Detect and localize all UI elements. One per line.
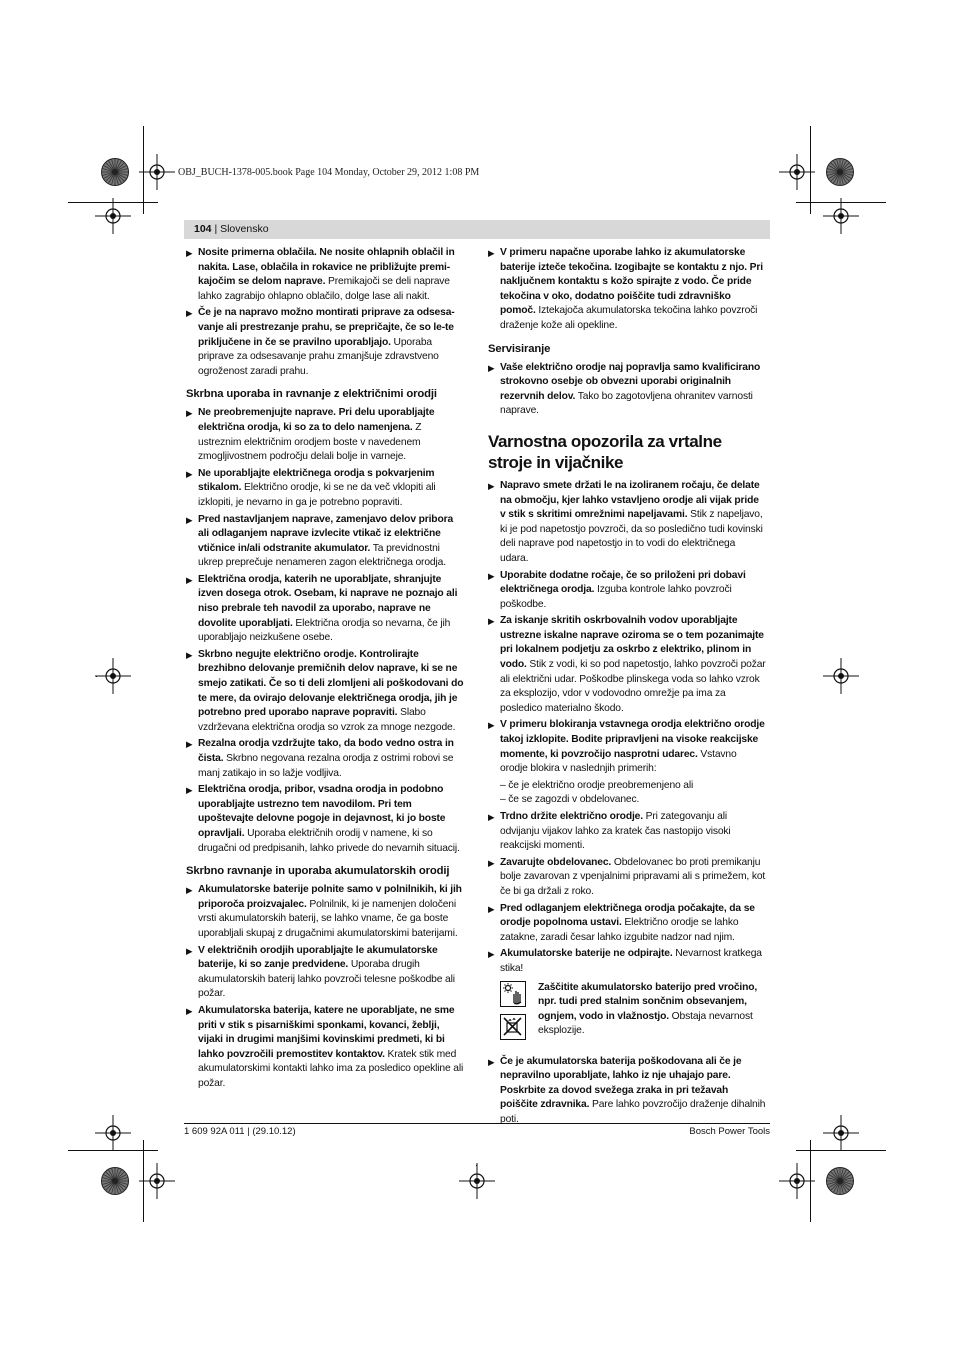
bullet-bold: Uporabite dodatne ročaje, če so priloženi pri dobavi električnega orodja. [500, 569, 746, 596]
bullet-item [186, 513, 464, 571]
crop-mark [476, 1165, 477, 1166]
bullet-bold: Akumulatorska baterija, katere ne uporabljate, ne sme priti v stik s pisarniškimi sponkami, kovanci, žeblji, vijaki in drugimi manjšimi kovinskimi predmeti, ki bi lahko povzročili premostitev kontaktov. [198, 1004, 455, 1060]
bullet-bold: V primeru napačne uporabe lahko iz akumulatorske baterije izteče tekočina. Izogibajte se kontaktu z njo. Pri naključnem kontaktu s kožo spirajte z vodo. Če pride tekočina v oko, dodatno poiščite tudi zdravniško pomoč. [500, 247, 763, 317]
bullet-bold: Ne uporabljajte električnega orodja s pokvarjenim stikalom. [198, 467, 435, 494]
dash-line: – če se zagozdi v obdelovanec. [500, 794, 640, 806]
bullet-text: Električno orodje, ki se ne da več vklopiti ali izklopiti, je nevarno in ga je potrebno popraviti. [198, 482, 436, 508]
bullet-item [488, 246, 766, 334]
arrow-bullet-icon: ▶ [488, 949, 495, 960]
registration-mark-icon [823, 1115, 859, 1151]
arrow-bullet-icon: ▶ [488, 248, 495, 258]
bullet-item [186, 737, 464, 781]
right-column [488, 246, 766, 1130]
footer-doc-number: 1 609 92A 011 | (29.10.12) [184, 1126, 296, 1137]
bullet-bold: Napravo smete držati le na izoliranem ročaju, če delate na območju, kjer lahko vstavljeno orodje ali vijak pride v stik s skritimi omrežnimi napeljavami. [500, 479, 760, 521]
bullet-bold: Zavarujte obdelovanec. [500, 856, 612, 868]
arrow-bullet-icon: ▶ [488, 480, 495, 491]
bullet-text: Obdelovanec bo proti premikanju bolje zavarovan z vpenjalnimi pripravami ali s primežem, kot če bi ga držali z roko. [500, 856, 766, 897]
registration-mark-icon [459, 1163, 495, 1199]
arrow-bullet-icon: ▶ [488, 1056, 495, 1067]
bullet-text: Polnilnik, ki je namenjen določeni vrsti akumulatorskih baterij, se lahko vname, če ga boste uporabljali skupaj z drugačnimi akumulatorskimi baterijami. [198, 898, 458, 939]
main-heading: Varnostna opozorila za vrtalne stroje in vijačnike [488, 431, 722, 472]
bullet-bold: Če je na napravo možno montirati priprave za odsesa-vanje ali prestrezanje prahu, se prepričajte, če so le-te priključene in če se pravilno uporabljajo. [198, 307, 455, 348]
bullet-item [186, 406, 464, 464]
bullet-text: Pri zategovanju ali odvijanju vijakov lahko za kratek čas nastopijo visoki reakcijski momenti. [500, 811, 731, 852]
bullet-item [186, 246, 464, 304]
arrow-bullet-icon: ▶ [186, 468, 193, 479]
bullet-text: Tako bo zagotovljena ohranitev varnosti naprave. [500, 390, 753, 417]
bullet-text: Nevarnost kratkega stika! [500, 948, 762, 974]
section-name: Slovensko [220, 223, 269, 235]
bullet-bold: V primeru blokiranja vstavnega orodja električno orodje takoj izklopite. Bodite pripravljeni na visoke reakcijske momente, ki povzročijo nasprotni udarec. [500, 719, 765, 760]
bullet-item [186, 783, 464, 856]
page-label: 104 | Slovensko [194, 223, 269, 235]
sun-hand-icon [500, 981, 526, 1007]
dash-line: – če je električno orodje preobremenjeno ali [500, 779, 694, 791]
crop-mark [68, 202, 158, 203]
left-column [186, 246, 464, 1093]
arrow-bullet-icon: ▶ [186, 574, 193, 585]
registration-mark-icon [139, 154, 175, 190]
bullet-item [488, 718, 766, 776]
bullet-item [186, 306, 464, 379]
section-heading: Skrbno ravnanje in uporaba akumulatorskih orodij [186, 865, 450, 878]
arrow-bullet-icon: ▶ [186, 739, 193, 750]
bullet-bold: Nosite primerna oblačila. Ne nosite ohlapnih oblačil in nakita. Lase, oblačila in rokavice ne približujte premi-kajočim se delom naprave. [198, 247, 455, 288]
bullet-item [488, 810, 766, 854]
crop-mark [796, 202, 886, 203]
bullet-text: Z ustreznim električnim orodjem boste v navedenem zmogljivostnem področju delali bolje in varneje. [198, 421, 422, 463]
footer-brand: Bosch Power Tools [689, 1126, 770, 1137]
bullet-bold: Ne preobremenjujte naprave. Pri delu uporabljajte električna orodja, ki so za to delo namenjena. [198, 407, 435, 433]
color-wheel-icon [100, 157, 130, 187]
bullet-bold: Trdno držite električno orodje. [500, 811, 643, 822]
bullet-bold: Pred odlaganjem električnega orodja počakajte, da se orodje popolnoma ustavi. [500, 902, 755, 929]
bullet-text: Stik z napeljavo, ki je pod napetostjo povzroči, da so posledično tudi kovinski deli naprave pod napetostjo in to vodi do električnega udara. [500, 509, 763, 564]
color-wheel-icon [100, 1166, 130, 1196]
bullet-bold: Akumulatorske baterije ne odpirajte. [500, 948, 673, 960]
warning-bold: Zaščitite akumulatorsko baterijo pred vročino, npr. tudi pred stalnim sončnim obsevanjem, ognjem, vodo in vlažnostjo. [538, 981, 758, 1022]
crop-mark [96, 676, 97, 677]
arrow-bullet-icon: ▶ [186, 785, 193, 796]
bullet-text: Električna orodja so nevarna, če jih uporabljajo neizkušene osebe. [198, 617, 451, 644]
bullet-text: Skrbno negovana rezalna orodja z ostrimi robovi se manj zatikajo in so lažje vodljiva. [198, 753, 454, 779]
arrow-bullet-icon: ▶ [186, 308, 193, 319]
bullet-text: Stik z vodi, ki so pod napetostjo, lahko povzroči požar ali električni udar. Poškodbe plinskega voda so lahko vzrok za eksplozijo, vdor v vodovodno omrežje pa ima za posledico materialno škodo. [500, 659, 766, 714]
bullet-bold: Akumulatorske baterije polnite samo v polnilnikih, ki jih priporoča proizvajalec. [198, 884, 462, 910]
bullet-text: Slabo vzdrževana električna orodja so vzrok za mnoge nezgode. [198, 707, 456, 733]
registration-mark-icon [139, 1163, 175, 1199]
bullet-text: Pare lahko povzročijo draženje dihalnih poti. [500, 1099, 766, 1125]
crop-mark [810, 1140, 811, 1222]
crop-mark [68, 1150, 158, 1151]
bullet-item [488, 361, 766, 419]
bullet-item [186, 467, 464, 511]
bullet-item [488, 1055, 766, 1128]
registration-mark-icon [823, 658, 859, 694]
arrow-bullet-icon: ▶ [186, 514, 193, 525]
crop-mark [143, 1140, 144, 1222]
bullet-text: Kratek stik med akumulatorskimi kontakti lahko ima za posledico opekline ali požar. [198, 1048, 464, 1089]
bullet-bold: Rezalna orodja vzdržujte tako, da bodo vedno ostra in čista. [198, 738, 454, 764]
bullet-text: Izguba kontrole lahko povzroči poškodbe. [500, 584, 732, 610]
arrow-bullet-icon: ▶ [488, 362, 495, 373]
warning-block [488, 981, 766, 1043]
bullet-text: Ta previdnostni ukrep preprečuje nenameren zagon električnega orodja. [198, 542, 446, 569]
page-number: 104 [194, 223, 212, 235]
bullet-bold: Pred nastavljanjem naprave, zamenjavo delov pribora ali odlaganjem naprave izvlecite vtikač iz električne vtičnice in/ali odstranite akumulator. [198, 513, 454, 554]
bullet-bold: Če je akumulatorska baterija poškodovana ali če je nepravilno uporabljate, lahko iz nje uhajajo pare. Poskrbite za dovod svežega zraka in pri težavah poiščite zdravnika. [500, 1055, 742, 1111]
arrow-bullet-icon: ▶ [186, 408, 193, 419]
bullet-item [186, 883, 464, 941]
bullet-item [488, 614, 766, 716]
arrow-bullet-icon: ▶ [488, 857, 495, 868]
registration-mark-icon [95, 1115, 131, 1151]
print-header: OBJ_BUCH-1378-005.book Page 104 Monday, October 29, 2012 1:08 PM [178, 167, 480, 178]
crop-mark [796, 1150, 886, 1151]
bullet-text: Uporaba priprave za odsesavanje prahu zmanjšuje zdravstveno ogroženost zaradi prahu. [198, 336, 439, 377]
footer-rule [184, 1123, 770, 1124]
bullet-bold: Električna orodja, pribor, vsadna orodja in podobno uporabljajte ustrezno tem navodilom. Pri tem upoštevajte delovne pogoje in dejavnost, ki jo boste opravljali. [198, 784, 446, 839]
bullet-item [488, 569, 766, 613]
color-wheel-icon [825, 157, 855, 187]
color-wheel-icon [825, 1166, 855, 1196]
bullet-text: Uporaba drugih akumulatorskih baterij lahko povzroči telesne poškodbe ali požar. [198, 959, 455, 1000]
bullet-bold: Za iskanje skritih oskrbovalnih vodov uporabljajte ustrezne iskalne naprave oziroma se o tem pozanimajte pri lokalnem podjetju za oskrbo z elektriko, plinom in vodo. [500, 615, 764, 671]
crop-mark [810, 126, 811, 214]
arrow-bullet-icon: ▶ [488, 616, 495, 627]
bullet-bold: V električnih orodjih uporabljajte le akumulatorske baterije, ki so zanje predvidene. [198, 944, 438, 971]
bullet-item [488, 479, 766, 567]
bullet-text: Vstavno orodje blokira v naslednjih primerih: [500, 748, 737, 775]
registration-mark-icon [95, 658, 131, 694]
bullet-bold: Vaše električno orodje naj popravlja samo kvalificirano strokovno osebje ob obvezni uporabi originalnih rezervnih delov. [500, 361, 761, 402]
bullet-item [488, 856, 766, 900]
bullet-item [186, 1004, 464, 1092]
bullet-item [488, 947, 766, 976]
section-heading: Servisiranje [488, 342, 551, 355]
arrow-bullet-icon: ▶ [186, 649, 193, 660]
registration-mark-icon [95, 198, 131, 234]
arrow-bullet-icon: ▶ [186, 248, 193, 258]
bullet-text: Električno orodje se lahko zatakne, zaradi česar lahko izgubite nadzor nad njim. [500, 917, 739, 943]
warning-text: Obstaja nevarnost eksplozije. [538, 1010, 753, 1037]
bullet-item [186, 573, 464, 646]
arrow-bullet-icon: ▶ [186, 1005, 193, 1016]
bullet-text: Uporaba električnih orodij v namene, ki so drugačni od predpisanih, lahko privede do nevarnih situacij. [198, 827, 460, 854]
bullet-item [186, 944, 464, 1002]
no-fire-water-icon [500, 1014, 526, 1040]
bullet-bold: Skrbno negujte električno orodje. Kontrolirajte brezhibno delovanje premičnih delov naprave, ki se ne smejo zatikati. Če so ti deli zlomljeni ali poškodovani do te mere, da ovirajo delovanje električnega orodja, jih je potrebno pred uporabo naprave popraviti. [198, 648, 464, 719]
bullet-item [488, 902, 766, 946]
crop-mark [143, 126, 144, 214]
arrow-bullet-icon: ▶ [488, 812, 495, 822]
page-bar [184, 220, 770, 239]
bullet-text: Premikajoči se deli naprave lahko zagrabijo ohlapno oblačilo, dolge lase ali nakit. [198, 276, 450, 302]
arrow-bullet-icon: ▶ [488, 720, 495, 731]
arrow-bullet-icon: ▶ [186, 885, 193, 896]
arrow-bullet-icon: ▶ [488, 903, 495, 914]
bullet-text: Iztekajoča akumulatorska tekočina lahko povzroči draženje kože ali opekline. [500, 305, 758, 331]
arrow-bullet-icon: ▶ [186, 945, 193, 956]
registration-mark-icon [823, 198, 859, 234]
section-heading: Skrbna uporaba in ravnanje z električnimi orodji [186, 388, 437, 401]
arrow-bullet-icon: ▶ [488, 570, 495, 581]
bullet-bold: Električna orodja, katerih ne uporabljate, shranjujte izven dosega otrok. Osebam, ki naprave ne poznajo ali niso prebrale teh navodil za uporabo, naprave ne dovolite uporabljati. [198, 573, 458, 629]
bullet-item [186, 648, 464, 736]
